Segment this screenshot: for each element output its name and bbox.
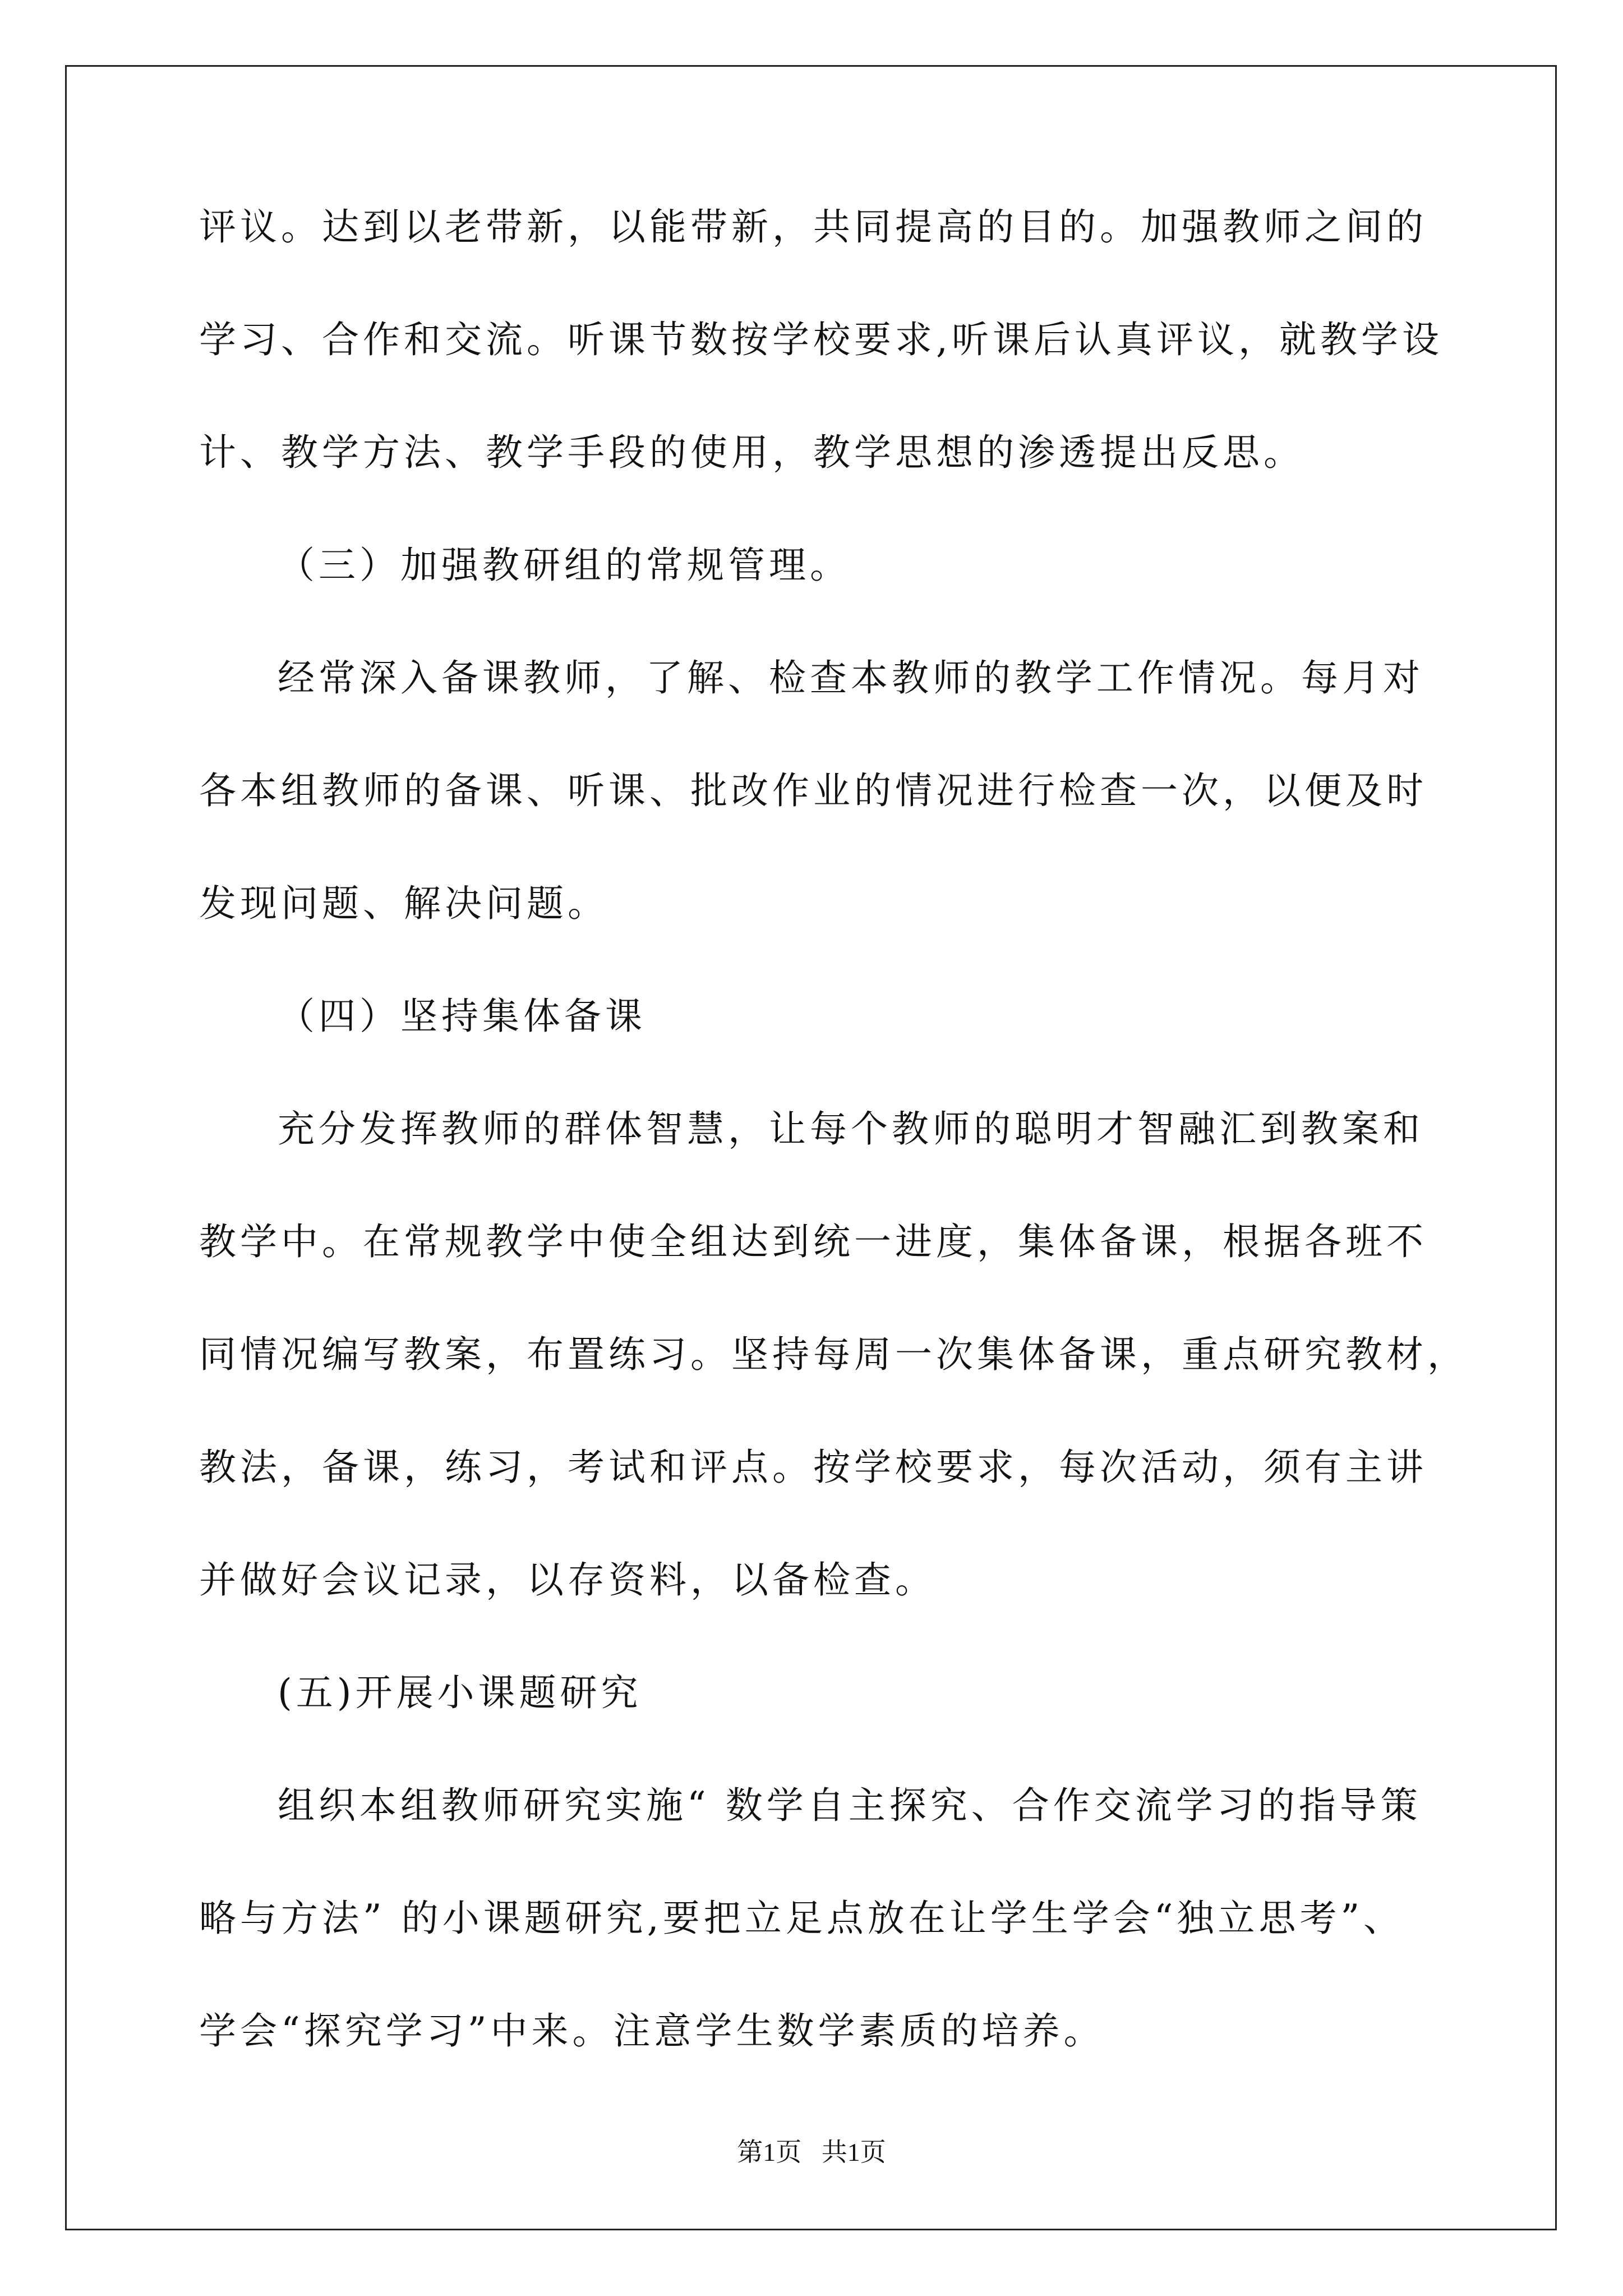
- page-footer: [0, 2132, 1623, 2169]
- paragraph-line: 评议。达到以老带新，以能带新，共同提高的目的。加强教师之间的: [199, 205, 1427, 249]
- paragraph-line: 发现问题、解决问题。: [199, 882, 608, 925]
- paragraph-line: 略与方法” 的小课题研究,要把立足点放在让学生学会“独立思考”、: [199, 1897, 1405, 1940]
- paragraph-line: 同情况编写教案，布置练习。坚持每周一次集体备课，重点研究教材，: [199, 1333, 1468, 1376]
- section-heading: (五)开展小课题研究: [278, 1671, 642, 1714]
- paragraph-line: 组织本组教师研究实施“ 数学自主探究、合作交流学习的指导策: [278, 1784, 1422, 1827]
- paragraph-line: 学会“探究学习”中来。注意学生数学素质的培养。: [199, 2009, 1105, 2053]
- paragraph-line: 计、教学方法、教学手段的使用，教学思想的渗透提出反思。: [199, 431, 1304, 474]
- section-heading: （三）加强教研组的常规管理。: [278, 544, 851, 587]
- document-body: [199, 202, 1468, 2119]
- paragraph-line: 各本组教师的备课、听课、批改作业的情况进行检查一次，以便及时: [199, 769, 1427, 812]
- paragraph-line: 教学中。在常规教学中使全组达到统一进度，集体备课，根据各班不: [199, 1220, 1427, 1263]
- paragraph-line: 并做好会议记录，以存资料，以备检查。: [199, 1558, 936, 1602]
- page-number-total: 共1页: [821, 2138, 886, 2166]
- paragraph-line: 经常深入备课教师，了解、检查本教师的教学工作情况。每月对: [278, 656, 1424, 700]
- paragraph-line: 学习、合作和交流。听课节数按学校要求,听课后认真评议，就教学设: [199, 318, 1443, 361]
- page-number-current: 第1页: [737, 2138, 802, 2166]
- paragraph-line: 教法，备课，练习，考试和评点。按学校要求，每次活动，须有主讲: [199, 1446, 1427, 1489]
- paragraph-line: 充分发挥教师的群体智慧，让每个教师的聪明才智融汇到教案和: [278, 1107, 1424, 1151]
- section-heading: （四）坚持集体备课: [278, 995, 646, 1038]
